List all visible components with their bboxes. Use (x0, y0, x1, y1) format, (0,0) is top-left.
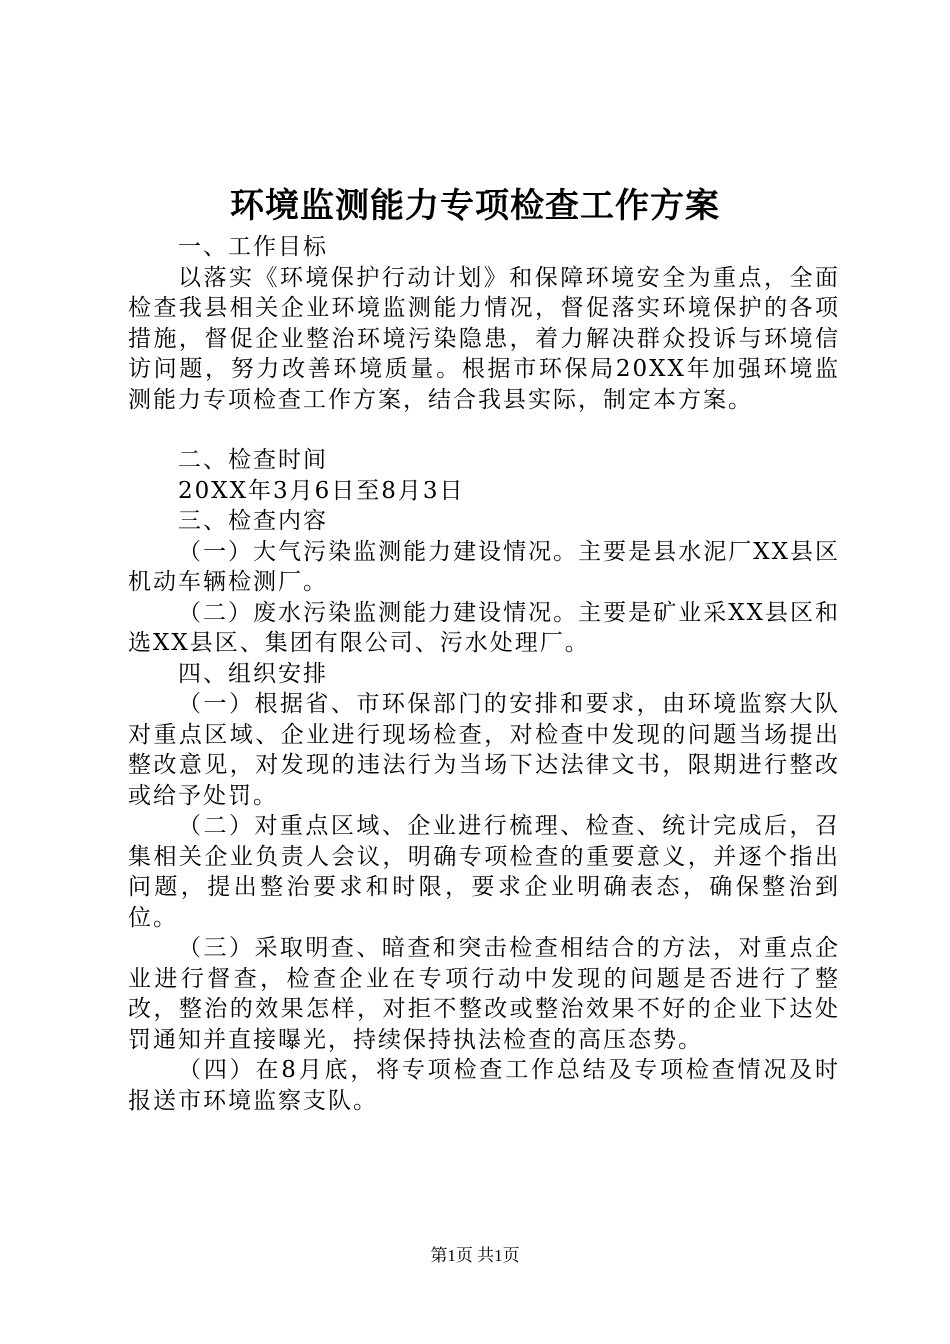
section-1-heading: 一、工作目标 (178, 234, 328, 260)
section-4-item-4: （四）在8月底，将专项检查工作总结及专项检查情况及时报送市环境监察支队。 (128, 1057, 840, 1114)
section-1-paragraph: 以落实《环境保护行动计划》和保障环境安全为重点，全面检查我县相关企业环境监测能力情况，督促落实环境保护的各项措施，督促企业整治环境污染隐患，着力解决群众投诉与环境信访问题，努力改善环境质量。根据市环保局20XX年加强环境监测能力专项检查工作方案，结合我县实际，制定本方案。 (128, 264, 840, 413)
page-number-footer: 第1页 共1页 (430, 1246, 520, 1265)
section-3-item-1: （一）大气污染监测能力建设情况。主要是县水泥厂XX县区机动车辆检测厂。 (128, 538, 840, 595)
section-4-item-3: （三）采取明查、暗查和突击检查相结合的方法，对重点企业进行督查，检查企业在专项行动中发现的问题是否进行了整改，整治的效果怎样，对拒不整改或整治效果不好的企业下达处罚通知并直接曝光，持续保持执法检查的高压态势。 (128, 935, 840, 1053)
document-title: 环境监测能力专项检查工作方案 (230, 186, 720, 226)
section-2-date: 20XX年3月6日至8月3日 (178, 477, 465, 504)
document-body (128, 232, 840, 1116)
paragraph-gap (128, 415, 840, 445)
section-3-heading: 三、检查内容 (178, 508, 328, 534)
section-4-item-2: （二）对重点区域、企业进行梳理、检查、统计完成后，召集相关企业负责人会议，明确专项检查的重要意义，并逐个指出问题，提出整治要求和时限，要求企业明确表态，确保整治到位。 (128, 813, 840, 931)
section-3-item-2: （二）废水污染监测能力建设情况。主要是矿业采XX县区和选XX县区、集团有限公司、污水处理厂。 (128, 599, 840, 656)
section-4-heading: 四、组织安排 (178, 660, 328, 687)
section-2-heading: 二、检查时间 (178, 447, 328, 473)
section-4-item-1: （一）根据省、市环保部门的安排和要求，由环境监察大队对重点区域、企业进行现场检查，对检查中发现的问题当场提出整改意见，对发现的违法行为当场下达法律文书，限期进行整改或给予处罚。 (128, 691, 840, 809)
